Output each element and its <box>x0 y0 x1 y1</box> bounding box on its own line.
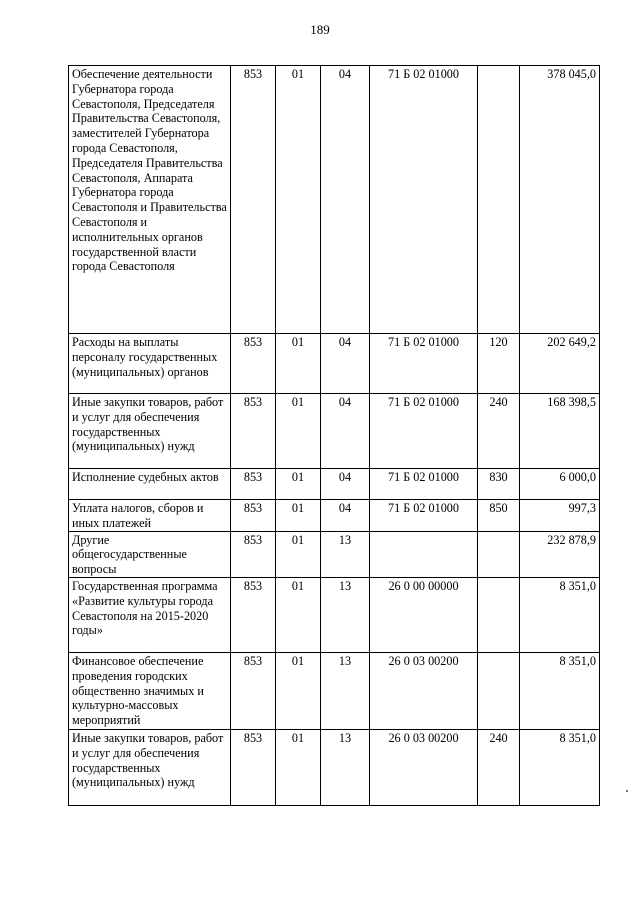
target-article-cell: 71 Б 02 01000 <box>370 469 478 500</box>
section-code-cell: 01 <box>276 66 321 334</box>
section-code-cell: 01 <box>276 500 321 532</box>
subsection-code-cell: 04 <box>321 66 370 334</box>
amount-cell: 202 649,2 <box>520 334 600 394</box>
row-name-cell: Другие общегосударственные вопросы <box>69 531 231 577</box>
budget-table-body <box>69 66 600 806</box>
amount-cell: 378 045,0 <box>520 66 600 334</box>
row-name-cell: Уплата налогов, сборов и иных платежей <box>69 500 231 532</box>
amount-cell: 8 351,0 <box>520 652 600 729</box>
row-name-cell: Расходы на выплаты персоналу государственных (муниципальных) органов <box>69 334 231 394</box>
table-row <box>69 394 600 469</box>
section-code-cell: 01 <box>276 394 321 469</box>
subsection-code-cell: 04 <box>321 394 370 469</box>
row-name-cell: Финансовое обеспечение проведения городских общественно значимых и культурно-массовых мероприятий <box>69 652 231 729</box>
table-row <box>69 729 600 805</box>
amount-cell: 168 398,5 <box>520 394 600 469</box>
ministry-code-cell: 853 <box>231 469 276 500</box>
ministry-code-cell: 853 <box>231 394 276 469</box>
expense-type-cell <box>478 531 520 577</box>
table-row <box>69 652 600 729</box>
expense-type-cell: 240 <box>478 394 520 469</box>
amount-cell: 8 351,0 <box>520 577 600 652</box>
section-code-cell: 01 <box>276 652 321 729</box>
expense-type-cell <box>478 577 520 652</box>
subsection-code-cell: 04 <box>321 469 370 500</box>
amount-cell: 232 878,9 <box>520 531 600 577</box>
table-row <box>69 469 600 500</box>
expense-type-cell: 830 <box>478 469 520 500</box>
scan-speck <box>626 790 628 792</box>
amount-cell: 997,3 <box>520 500 600 532</box>
subsection-code-cell: 04 <box>321 334 370 394</box>
table-row <box>69 66 600 334</box>
row-name-cell: Иные закупки товаров, работ и услуг для обеспечения государственных (муниципальных) нужд <box>69 394 231 469</box>
expense-type-cell <box>478 66 520 334</box>
row-name-cell: Обеспечение деятельности Губернатора города Севастополя, Председателя Правительства Севастополя, заместителей Губернатора города Севастополя, Председателя Правительства Севастополя, Аппарата Губернатора города Севастополя и Правительства Севастополя и исполнительных органов государственной власти города Севастополя <box>69 66 231 334</box>
section-code-cell: 01 <box>276 531 321 577</box>
target-article-cell: 26 0 03 00200 <box>370 652 478 729</box>
row-name-cell: Государственная программа «Развитие культуры города Севастополя на 2015-2020 годы» <box>69 577 231 652</box>
section-code-cell: 01 <box>276 729 321 805</box>
table-row <box>69 531 600 577</box>
row-name-cell: Исполнение судебных актов <box>69 469 231 500</box>
target-article-cell: 26 0 00 00000 <box>370 577 478 652</box>
expense-type-cell: 240 <box>478 729 520 805</box>
table-row <box>69 577 600 652</box>
subsection-code-cell: 13 <box>321 652 370 729</box>
subsection-code-cell: 13 <box>321 531 370 577</box>
target-article-cell: 71 Б 02 01000 <box>370 394 478 469</box>
ministry-code-cell: 853 <box>231 334 276 394</box>
subsection-code-cell: 13 <box>321 729 370 805</box>
amount-cell: 8 351,0 <box>520 729 600 805</box>
ministry-code-cell: 853 <box>231 531 276 577</box>
table-row <box>69 500 600 532</box>
ministry-code-cell: 853 <box>231 729 276 805</box>
ministry-code-cell: 853 <box>231 577 276 652</box>
expense-type-cell: 120 <box>478 334 520 394</box>
target-article-cell: 71 Б 02 01000 <box>370 500 478 532</box>
target-article-cell: 71 Б 02 01000 <box>370 66 478 334</box>
section-code-cell: 01 <box>276 469 321 500</box>
subsection-code-cell: 04 <box>321 500 370 532</box>
ministry-code-cell: 853 <box>231 500 276 532</box>
target-article-cell: 71 Б 02 01000 <box>370 334 478 394</box>
subsection-code-cell: 13 <box>321 577 370 652</box>
ministry-code-cell: 853 <box>231 66 276 334</box>
table-row <box>69 334 600 394</box>
page-number: 189 <box>310 22 330 37</box>
expense-type-cell: 850 <box>478 500 520 532</box>
expense-type-cell <box>478 652 520 729</box>
target-article-cell: 26 0 03 00200 <box>370 729 478 805</box>
ministry-code-cell: 853 <box>231 652 276 729</box>
target-article-cell <box>370 531 478 577</box>
section-code-cell: 01 <box>276 334 321 394</box>
budget-table <box>68 65 600 806</box>
row-name-cell: Иные закупки товаров, работ и услуг для обеспечения государственных (муниципальных) нужд <box>69 729 231 805</box>
section-code-cell: 01 <box>276 577 321 652</box>
amount-cell: 6 000,0 <box>520 469 600 500</box>
